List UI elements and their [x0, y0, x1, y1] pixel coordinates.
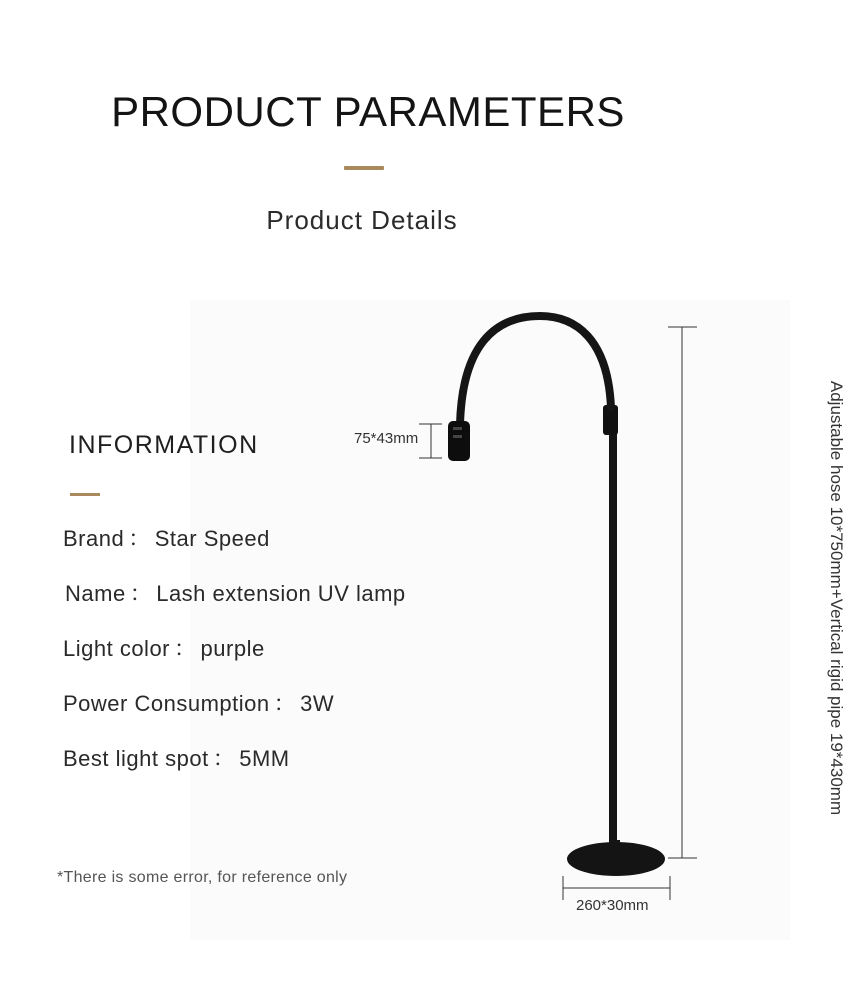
info-accent-line: [70, 493, 100, 496]
base-dimension-label: 260*30mm: [576, 897, 649, 914]
lamp-gooseneck-hose: [460, 316, 611, 425]
height-dimension-label: Adjustable hose 10*750mm+Vertical rigid pipe 19*430mm: [827, 380, 846, 816]
spec-brand: Brand ： Star Speed: [63, 526, 270, 551]
height-dimension-marker: [668, 327, 697, 858]
spec-label: Power Consumption: [63, 691, 270, 716]
spec-value: 5MM: [239, 746, 290, 771]
spec-value: 3W: [300, 691, 335, 716]
spec-power: Power Consumption ： 3W: [63, 691, 335, 716]
disclaimer-note: *There is some error, for reference only: [57, 869, 348, 886]
spec-light-color: Light color ： purple: [63, 636, 265, 661]
spec-light-spot: Best light spot ： 5MM: [63, 746, 290, 771]
page-subtitle: Product Details: [266, 205, 458, 235]
info-heading: INFORMATION: [69, 431, 259, 459]
spec-label: Best light spot: [63, 746, 209, 771]
head-dimension-marker: [419, 424, 442, 458]
spec-value: Star Speed: [154, 526, 270, 551]
spec-label: Light color: [63, 636, 171, 661]
spec-label: Name: [65, 581, 126, 606]
spec-label: Brand: [63, 526, 125, 551]
head-dimension-label: 75*43mm: [354, 430, 419, 447]
spec-name: Name ： Lash extension UV lamp: [65, 581, 406, 606]
page-title: PRODUCT PARAMETERS: [111, 88, 625, 135]
spec-value: Lash extension UV lamp: [156, 581, 406, 606]
lamp-rigid-pipe: [609, 425, 617, 855]
spec-value: purple: [200, 636, 265, 661]
